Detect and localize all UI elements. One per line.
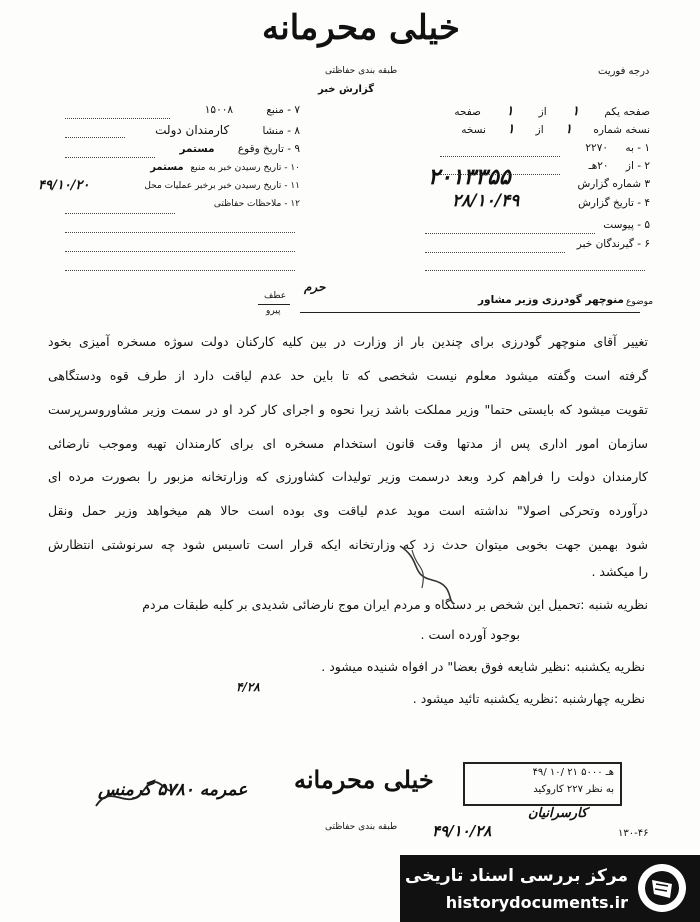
subject-underline bbox=[300, 312, 640, 313]
field-origin: ۸ - منشا کارمندان دولت bbox=[155, 123, 300, 137]
page-code: ۱۳۰-۴۶ bbox=[618, 828, 649, 839]
note-sunday: نظریه یکشنبه :نظیر شایعه فوق بعضا" در افواه شنیده میشود . bbox=[321, 659, 645, 674]
priority-label: درجه فوریت bbox=[598, 66, 650, 77]
note-saturday: نظریه شنبه :تحمیل این شخص بر دستگاه و مردم ایران موج نارضائی شدیدی بر کلیه طبقات مردم bbox=[142, 597, 648, 612]
dotted-line bbox=[65, 157, 155, 158]
subject-label: موضوع bbox=[626, 297, 654, 307]
footer-title: خیلی محرمانه bbox=[294, 765, 434, 794]
field-attachment: ۵ - پیوست bbox=[603, 219, 650, 231]
operation-date-value: ۴۹/۱۰/۲۰ bbox=[38, 178, 90, 193]
body-line: را میکشد . bbox=[591, 564, 648, 579]
field-security-notes: ۱۲ - ملاحظات حفاظتی bbox=[213, 199, 300, 209]
pen-scribble bbox=[392, 540, 462, 610]
field-from: ۲ - از ۲۰هـ bbox=[588, 160, 650, 172]
dotted-line bbox=[65, 251, 295, 252]
handwritten-scrawl: کارسرانیان bbox=[528, 806, 588, 821]
field-recipients: ۶ - گیرندگان خبر bbox=[576, 238, 650, 250]
reference-label: عطف bbox=[264, 291, 287, 301]
field-occurrence-date: ۹ - تاریخ وقوع مستمر bbox=[179, 143, 300, 155]
subject-annotation: حرم bbox=[304, 280, 326, 294]
body-line: کارمندان دولت را فراهم کرد وبعد درسمت وزیر تولیدات کشاورزی که وزارتخانه مزبور را بصورت مرده ای bbox=[48, 469, 648, 484]
dotted-line bbox=[425, 252, 565, 253]
dotted-line bbox=[65, 213, 175, 214]
archive-logo-icon bbox=[636, 862, 688, 914]
field-copy: نسخه شماره ۱ از ۱ نسخه bbox=[461, 122, 650, 137]
body-line: درآورده وتحرکی اصولا" نداشته است مويد عدم لیاقت وی بوده است حالا هم میخواهد وزیر حمل ونقل bbox=[48, 503, 648, 518]
watermark-title: مرکز بررسی اسناد تاریخی bbox=[405, 866, 628, 886]
dotted-line bbox=[425, 233, 595, 234]
field-report-number: ۳ شماره گزارش bbox=[577, 178, 650, 190]
note-saturday-cont: بوجود آورده است . bbox=[420, 627, 520, 642]
field-operation-date: ۱۱ - تاریخ رسیدن خبر برخبر عملیات محل bbox=[144, 181, 300, 191]
dotted-line bbox=[440, 174, 560, 175]
dotted-line bbox=[440, 156, 560, 157]
dotted-line bbox=[65, 118, 170, 119]
dotted-line bbox=[65, 270, 295, 271]
page-title: خیلی محرمانه bbox=[262, 8, 460, 48]
stamp-line: به نظر ۲۲۷ کاروکید bbox=[533, 784, 614, 795]
classification-note: طبقه بندی حفاظتی bbox=[325, 66, 398, 76]
signature: عمرمه ۵۷۸۰ گرمنس bbox=[98, 780, 248, 800]
dotted-line bbox=[425, 270, 645, 271]
body-line: گرفته است وگفته میشود معلوم نیست شخصی که تا باین حد عدم لیاقت دارد از طرف قوه ودستگاهی bbox=[48, 368, 648, 383]
handwritten-date: ۴۹/۱۰/۲۸ bbox=[432, 822, 492, 840]
body-line: سازمان امور اداری پس از مدتها وقت قانون استخدام مسخره ای برای کارمندان تهیه وموجب نارضائی bbox=[48, 436, 648, 451]
followup-label: پیرو bbox=[266, 306, 281, 316]
footer-classification-note: طبقه بندی حفاظتی bbox=[325, 822, 398, 832]
field-to: ۱ - به ۲۲۷۰ bbox=[585, 142, 650, 154]
signature-flourish bbox=[92, 776, 182, 816]
report-type: گزارش خبر bbox=[318, 84, 375, 95]
stamp-line: هـ ۵۰۰۰ ۲۱ /۱۰ /۴۹ bbox=[532, 767, 614, 778]
body-line: تقویت میشود که بایستی حتما" وزیر مملکت باشد زیرا نحوه و اجرای کار کرد او در سمت وزیر مشاوروسرپرست bbox=[48, 402, 648, 417]
body-line: تغییر آقای منوچهر گودرزی برای چندین بار از وزارت در بین کلیه کارکنان دولت سوژه مسخره آمیزی بخود bbox=[48, 334, 648, 349]
field-source: ۷ - منبع ۱۵۰۰۸ bbox=[204, 104, 300, 116]
watermark-url: historydocuments.ir bbox=[445, 893, 628, 912]
archive-watermark bbox=[400, 855, 700, 922]
field-page: صفحه یکم ۱ از ۱ صفحه bbox=[454, 104, 650, 119]
field-source-date: ۱۰ - تاریخ رسیدن خبر به منبع مستمر bbox=[150, 162, 300, 173]
dotted-line bbox=[65, 137, 125, 138]
dotted-line bbox=[65, 232, 295, 233]
subject-text: منوچهر گودرزی وزیر مشاور bbox=[478, 294, 624, 306]
report-number-handwritten: ۲۰۱۳۳۵۵ bbox=[428, 164, 511, 190]
body-line: شود بهمین جهت بخوبی میتوان حدث زد که وزارتخانه ایکه قرار است تاسیس شود چه سرنوشتی انتظارش bbox=[48, 537, 648, 552]
report-date-handwritten: ۲۸/۱۰/۴۹ bbox=[452, 191, 520, 211]
note-wednesday: نظریه چهارشنبه :نظریه یکشنبه تائید میشود . bbox=[412, 691, 645, 706]
field-report-date: ۴ - تاریخ گزارش bbox=[578, 197, 650, 209]
margin-annotation: ۴/۲۸ bbox=[236, 680, 260, 694]
reference-divider bbox=[258, 304, 290, 305]
received-stamp bbox=[463, 762, 622, 806]
